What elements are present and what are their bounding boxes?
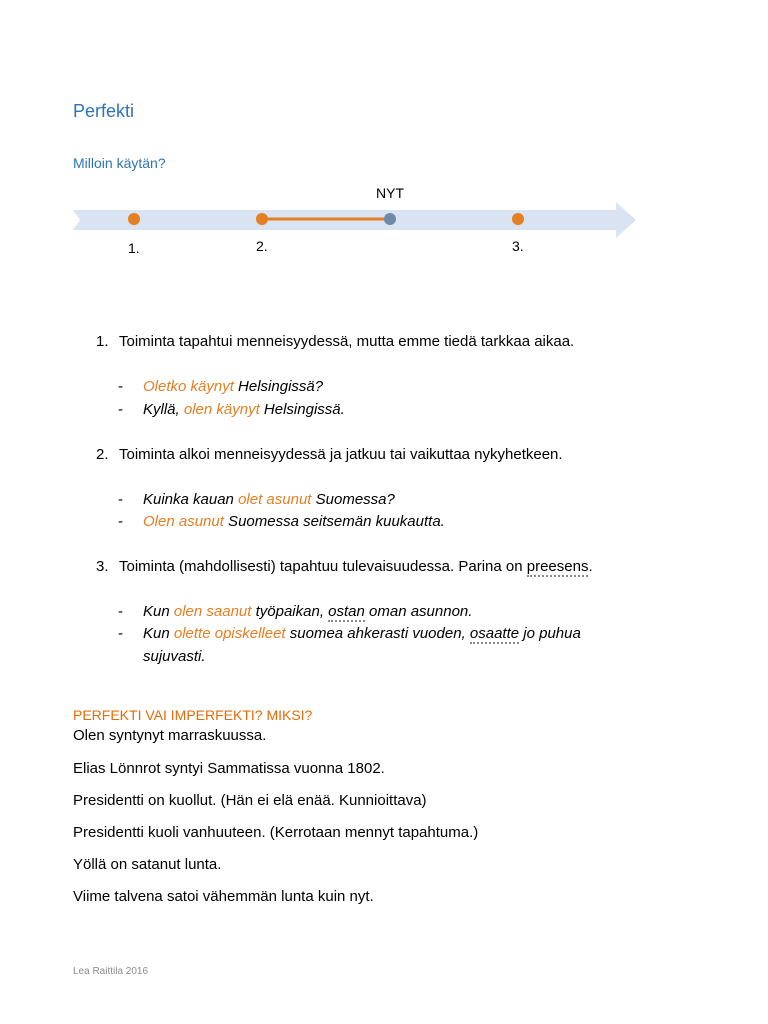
list-number: 3.	[96, 558, 109, 575]
timeline-dot-now	[384, 213, 396, 225]
timeline-diagram	[0, 195, 768, 245]
footer-author: Lea Raittila 2016	[73, 966, 149, 977]
paragraph-6: Viime talvena satoi vähemmän lunta kuin nyt.	[73, 888, 374, 905]
timeline-label-3: 3.	[512, 238, 524, 254]
list-text: Toiminta tapahtui menneisyydessä, mutta emme tiedä tarkkaa aikaa.	[119, 333, 575, 350]
timeline-label-2: 2.	[256, 238, 268, 254]
section-heading: PERFEKTI VAI IMPERFEKTI? MIKSI?	[73, 707, 313, 723]
list-text: Toiminta alkoi menneisyydessä ja jatkuu tai vaikuttaa nykyhetkeen.	[119, 446, 563, 463]
paragraph-2: Elias Lönnrot syntyi Sammatissa vuonna 1802.	[73, 760, 385, 777]
list-item-3: 3. Toiminta (mahdollisesti) tapahtuu tulevaisuudessa. Parina on preesens.	[96, 558, 593, 575]
page-title: Perfekti	[73, 101, 135, 121]
timeline-dot-1	[128, 213, 140, 225]
paragraph-3: Presidentti on kuollut. (Hän ei elä enää. Kunnioittava)	[73, 792, 427, 809]
page-subtitle: Milloin käytän?	[73, 155, 166, 171]
example-3-2-continued: sujuvasti.	[143, 648, 206, 665]
spellcheck-word: ostan	[328, 603, 365, 620]
spellcheck-word: osaatte	[469, 625, 520, 642]
paragraph-1: Olen syntynyt marraskuussa.	[73, 727, 267, 744]
example-3-1: - Kun olen saanut työpaikan, ostan oman asunnon.	[118, 603, 473, 620]
example-1-1: - Oletko käynyt Helsingissä?	[118, 378, 324, 395]
list-number: 1.	[96, 333, 109, 350]
timeline-dot-2	[256, 213, 268, 225]
list-item-2	[96, 446, 563, 463]
example-2-1: - Kuinka kauan olet asunut Suomessa?	[118, 491, 395, 508]
example-3-2: - Kun olette opiskelleet suomea ahkerasti vuoden, osaatte jo puhua	[118, 625, 581, 642]
example-1-2: - Kyllä, olen käynyt Helsingissä.	[118, 401, 345, 418]
spellcheck-word: preesens	[526, 558, 589, 575]
list-number: 2.	[96, 446, 109, 463]
timeline-dot-3	[512, 213, 524, 225]
paragraph-4: Presidentti kuoli vanhuuteen. (Kerrotaan mennyt tapahtuma.)	[73, 824, 479, 841]
paragraph-5: Yöllä on satanut lunta.	[73, 856, 222, 873]
list-item-1	[96, 333, 574, 350]
timeline-label-1: 1.	[128, 240, 140, 256]
example-2-2: - Olen asunut Suomessa seitsemän kuukautta.	[118, 513, 445, 530]
timeline-now-label: NYT	[376, 185, 404, 201]
